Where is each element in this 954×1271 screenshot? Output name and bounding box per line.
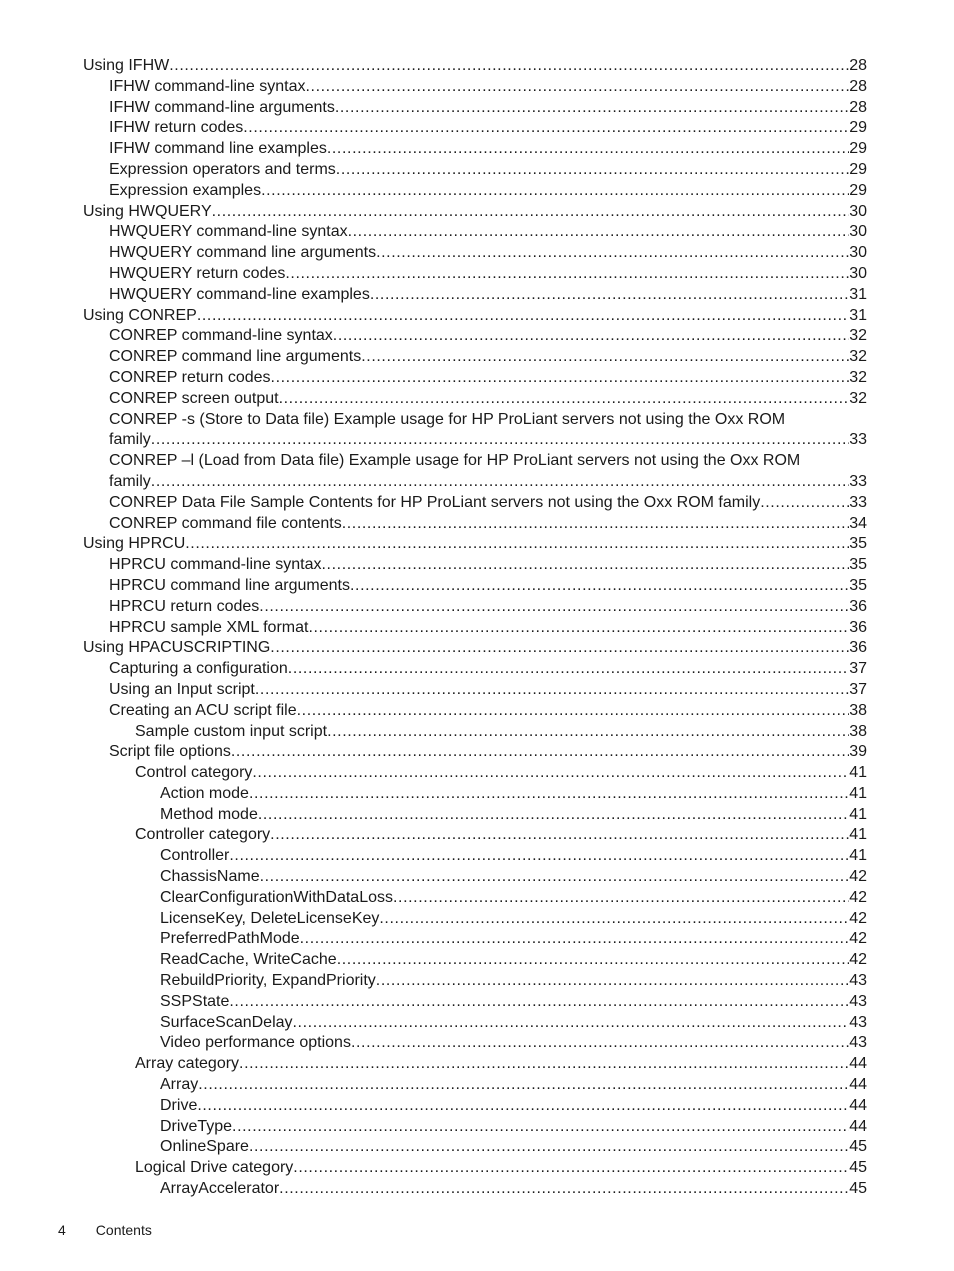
toc-entry[interactable] [0,784,954,805]
toc-entry-page-number: 32 [849,389,867,407]
toc-dot-leader [297,701,850,722]
toc-entry-title: Capturing a configuration [109,660,288,678]
toc-entry[interactable] [0,805,954,826]
toc-entry-title: SurfaceScanDelay [160,1013,293,1031]
toc-entry-title: Sample custom input script [135,722,328,740]
toc-dot-leader [259,597,849,618]
toc-entry-title: ArrayAccelerator [160,1180,280,1198]
toc-dot-leader [393,888,849,909]
toc-entry-page-number: 44 [849,1117,867,1135]
toc-entry-page-number: 33 [849,493,867,511]
toc-entry[interactable] [0,638,954,659]
toc-entry[interactable] [0,763,954,784]
toc-entry-page-number: 42 [849,888,867,906]
toc-entry-page-number: 41 [849,764,867,782]
toc-dot-leader [212,202,850,223]
toc-dot-leader [197,1096,849,1117]
toc-entry[interactable] [0,576,954,597]
toc-entry-page-number: 44 [849,1076,867,1094]
toc-entry[interactable] [0,139,954,160]
toc-entry-page-number: 31 [849,285,867,303]
toc-dot-leader [376,971,849,992]
toc-dot-leader [185,534,849,555]
toc-entry[interactable] [0,118,954,139]
toc-entry[interactable] [0,493,954,514]
toc-entry[interactable] [0,285,954,306]
toc-dot-leader [308,618,849,639]
toc-entry[interactable] [0,846,954,867]
toc-entry-page-number: 29 [849,181,867,199]
toc-entry-page-number: 32 [849,368,867,386]
toc-dot-leader [300,929,850,950]
toc-entry-title: Action mode [160,784,249,802]
toc-dot-leader [270,638,849,659]
toc-dot-leader [306,77,850,98]
toc-entry-title: Controller category [135,826,271,844]
toc-dot-leader [229,846,849,867]
toc-entry[interactable] [0,950,954,971]
toc-entry-title: CONREP screen output [109,389,279,407]
toc-entry[interactable] [0,825,954,846]
toc-dot-leader [285,264,849,285]
toc-dot-leader [336,160,849,181]
toc-entry-title: Using HWQUERY [83,202,212,220]
toc-dot-leader [229,992,849,1013]
toc-dot-leader [249,784,849,805]
toc-entry-page-number: 39 [849,743,867,761]
toc-dot-leader [293,1013,850,1034]
toc-entry-title: IFHW command-line arguments [109,98,335,116]
toc-entry-page-number: 41 [849,784,867,802]
toc-dot-leader [293,1158,849,1179]
toc-entry[interactable] [0,971,954,992]
toc-entry-title: CONREP command file contents [109,514,342,532]
toc-entry[interactable] [0,222,954,243]
toc-entry-page-number: 37 [849,660,867,678]
toc-entry-page-number: 36 [849,639,867,657]
toc-dot-leader [261,181,849,202]
toc-entry-title: IFHW return codes [109,119,244,137]
toc-dot-leader [327,722,849,743]
toc-entry-page-number: 29 [849,160,867,178]
toc-entry-title: family [109,472,151,490]
toc-entry-page-number: 28 [849,77,867,95]
toc-entry[interactable] [0,181,954,202]
toc-entry-page-number: 30 [849,202,867,220]
toc-dot-leader [361,347,849,368]
toc-entry-page-number: 43 [849,1013,867,1031]
table-of-contents [0,56,954,1200]
toc-entry[interactable] [0,1075,954,1096]
toc-entry-page-number: 44 [849,1096,867,1114]
toc-dot-leader [342,514,850,535]
toc-entry-title: ChassisName [160,868,260,886]
toc-entry-title: CONREP command line arguments [109,348,362,366]
toc-dot-leader [243,118,849,139]
toc-entry-page-number: 44 [849,1055,867,1073]
toc-entry-page-number: 41 [849,805,867,823]
toc-entry-title: Using HPACUSCRIPTING [83,639,271,657]
toc-entry-title: Expression operators and terms [109,160,336,178]
toc-entry-page-number: 36 [849,618,867,636]
toc-entry[interactable] [0,597,954,618]
toc-entry-title: Control category [135,764,253,782]
toc-entry-page-number: 29 [849,119,867,137]
toc-dot-leader [270,825,849,846]
toc-entry[interactable] [0,326,954,347]
toc-entry-title: CONREP command-line syntax [109,327,333,345]
toc-dot-leader [255,680,849,701]
toc-dot-leader [232,1117,849,1138]
toc-entry[interactable] [0,347,954,368]
toc-entry[interactable] [0,1137,954,1158]
toc-entry-page-number: 41 [849,847,867,865]
toc-entry-title: Script file options [109,743,231,761]
toc-entry-page-number: 43 [849,972,867,990]
toc-dot-leader [169,56,849,77]
toc-entry[interactable] [0,929,954,950]
toc-dot-leader [370,285,849,306]
toc-entry-page-number: 31 [849,306,867,324]
toc-entry-title: Drive [160,1096,198,1114]
toc-entry-title: OnlineSpare [160,1138,249,1156]
toc-entry-page-number: 33 [849,472,867,490]
toc-entry[interactable] [0,77,954,98]
toc-entry[interactable] [0,1013,954,1034]
toc-entry-page-number: 45 [849,1180,867,1198]
toc-entry-title-line1: CONREP -s (Store to Data file) Example usage for HP ProLiant servers not using the Oxx ROM [109,410,786,428]
toc-entry[interactable] [0,1158,954,1179]
toc-entry[interactable] [0,160,954,181]
toc-entry-title: Using CONREP [83,306,197,324]
toc-dot-leader [348,222,850,243]
toc-entry-title: HPRCU sample XML format [109,618,309,636]
toc-entry-title: Controller [160,847,230,865]
toc-dot-leader [335,98,849,119]
toc-entry[interactable] [0,1179,954,1200]
toc-dot-leader [197,306,849,327]
toc-dot-leader [350,576,849,597]
toc-entry-page-number: 43 [849,1034,867,1052]
toc-entry-title: HWQUERY command-line examples [109,285,370,303]
toc-entry[interactable] [0,909,954,930]
toc-dot-leader [337,950,850,971]
toc-entry-title: HPRCU return codes [109,597,260,615]
toc-entry-page-number: 42 [849,868,867,886]
toc-dot-leader [279,389,850,410]
toc-entry[interactable] [0,202,954,223]
toc-dot-leader [151,430,849,451]
toc-entry[interactable] [0,1054,954,1075]
page-footer [58,1222,152,1238]
toc-entry[interactable] [0,306,954,327]
toc-entry-title: IFHW command-line syntax [109,77,306,95]
toc-entry-page-number: 42 [849,930,867,948]
toc-entry-title: CONREP return codes [109,368,271,386]
toc-entry-title: Creating an ACU script file [109,701,297,719]
toc-entry-title: RebuildPriority, ExpandPriority [160,972,376,990]
toc-entry[interactable] [0,389,954,410]
toc-entry-page-number: 45 [849,1159,867,1177]
toc-entry[interactable] [0,1096,954,1117]
toc-entry-page-number: 30 [849,223,867,241]
toc-entry-page-number: 28 [849,98,867,116]
toc-entry[interactable] [0,534,954,555]
toc-dot-leader [376,243,849,264]
toc-entry-page-number: 35 [849,556,867,574]
toc-dot-leader [288,659,849,680]
toc-entry[interactable] [0,243,954,264]
toc-entry-title: Using HPRCU [83,535,186,553]
toc-entry-title: IFHW command line examples [109,140,327,158]
toc-dot-leader [239,1054,849,1075]
toc-entry[interactable] [0,451,954,493]
toc-entry[interactable] [0,98,954,119]
toc-entry-page-number: 32 [849,348,867,366]
toc-entry[interactable] [0,701,954,722]
toc-entry-title: Array category [135,1055,240,1073]
toc-entry-title: SSPState [160,992,230,1010]
toc-entry[interactable] [0,722,954,743]
toc-entry-page-number: 35 [849,576,867,594]
toc-entry-title: Video performance options [160,1034,351,1052]
toc-entry-page-number: 34 [849,514,867,532]
toc-dot-leader [327,139,849,160]
toc-dot-leader [249,1137,849,1158]
toc-dot-leader [351,1033,849,1054]
toc-dot-leader [271,368,850,389]
toc-entry-page-number: 35 [849,535,867,553]
toc-entry-title: DriveType [160,1117,233,1135]
toc-entry[interactable] [0,867,954,888]
toc-entry-title: PreferredPathMode [160,930,300,948]
toc-entry-title: LicenseKey, DeleteLicenseKey [160,909,380,927]
toc-entry[interactable] [0,555,954,576]
toc-entry[interactable] [0,1033,954,1054]
toc-entry-title: HWQUERY command-line syntax [109,223,348,241]
toc-entry-page-number: 36 [849,597,867,615]
toc-entry-page-number: 42 [849,951,867,969]
toc-entry-page-number: 32 [849,327,867,345]
toc-dot-leader [322,555,850,576]
toc-dot-leader [151,472,849,493]
toc-dot-leader [260,867,850,888]
toc-entry[interactable] [0,368,954,389]
toc-entry[interactable] [0,410,954,452]
footer-page-number: 4 [58,1222,66,1238]
toc-dot-leader [231,742,849,763]
toc-entry-page-number: 33 [849,431,867,449]
toc-entry-page-number: 42 [849,909,867,927]
toc-dot-leader [198,1075,849,1096]
toc-entry-page-number: 43 [849,992,867,1010]
toc-entry-title: ReadCache, WriteCache [160,951,337,969]
toc-entry[interactable] [0,992,954,1013]
toc-dot-leader [379,909,849,930]
toc-entry-title: Method mode [160,805,258,823]
toc-entry[interactable] [0,1117,954,1138]
toc-entry-title: Array [160,1076,199,1094]
toc-dot-leader [258,805,849,826]
toc-dot-leader [279,1179,849,1200]
toc-entry-page-number: 38 [849,722,867,740]
toc-entry-page-number: 30 [849,244,867,262]
toc-entry-title-line1: CONREP –l (Load from Data file) Example usage for HP ProLiant servers not using the Oxx ROM [109,452,801,470]
toc-entry[interactable] [0,618,954,639]
toc-entry-title: HPRCU command line arguments [109,576,350,594]
toc-entry-page-number: 28 [849,57,867,74]
toc-entry-page-number: 38 [849,701,867,719]
toc-entry[interactable] [0,659,954,680]
toc-entry-title: family [109,431,151,449]
toc-entry-title: ClearConfigurationWithDataLoss [160,888,393,906]
toc-dot-leader [333,326,849,347]
toc-dot-leader [760,493,849,514]
toc-entry-page-number: 41 [849,826,867,844]
toc-entry-title: CONREP Data File Sample Contents for HP ProLiant servers not using the Oxx ROM family [109,493,761,511]
toc-entry-title: Expression examples [109,181,262,199]
toc-entry-title: HPRCU command-line syntax [109,556,322,574]
toc-entry-title: Logical Drive category [135,1159,294,1177]
toc-dot-leader [252,763,849,784]
toc-entry[interactable] [0,680,954,701]
toc-entry-title: Using an Input script [109,680,255,698]
footer-section-title: Contents [95,1222,152,1238]
toc-entry[interactable] [0,264,954,285]
toc-entry-title: HWQUERY command line arguments [109,244,377,262]
toc-entry[interactable] [0,742,954,763]
toc-entry-title: HWQUERY return codes [109,264,286,282]
toc-entry-page-number: 30 [849,264,867,282]
toc-entry-page-number: 45 [849,1138,867,1156]
toc-entry[interactable] [0,888,954,909]
toc-entry[interactable] [0,56,954,77]
toc-entry-title: Using IFHW [83,57,170,74]
toc-entry-page-number: 37 [849,680,867,698]
toc-entry[interactable] [0,514,954,535]
toc-entry-page-number: 29 [849,140,867,158]
